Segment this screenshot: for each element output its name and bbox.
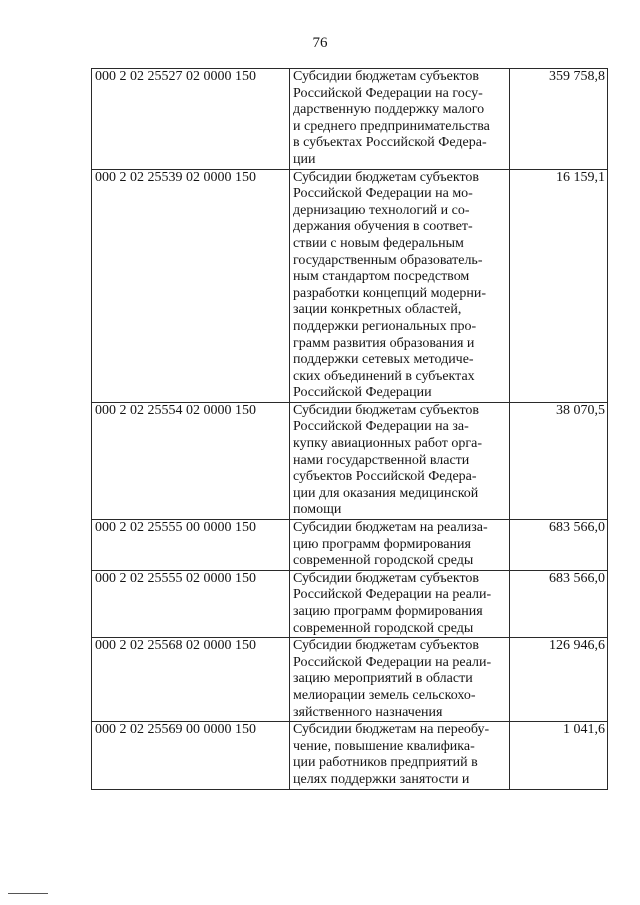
description-line: и среднего предпринимательства — [293, 118, 490, 134]
table-row — [92, 520, 608, 571]
budget-code-cell: 000 2 02 25555 00 0000 150 — [92, 520, 290, 571]
budget-code-cell: 000 2 02 25539 02 0000 150 — [92, 169, 290, 402]
description-line: зяйственного назначения — [293, 704, 443, 720]
description-line: Субсидии бюджетам субъектов — [293, 638, 480, 654]
description-line: нами государственной власти — [293, 452, 470, 468]
description-line: Российской Федерации на мо- — [293, 186, 473, 202]
description-cell — [290, 570, 510, 637]
table-row — [92, 402, 608, 519]
budget-code-cell: 000 2 02 25569 00 0000 150 — [92, 722, 290, 789]
budget-code-cell: 000 2 02 25527 02 0000 150 — [92, 69, 290, 170]
description-line: Российской Федерации на реали- — [293, 587, 492, 603]
description-cell — [290, 520, 510, 571]
description-line: Российской Федерации на за- — [293, 419, 469, 435]
description-cell — [290, 722, 510, 789]
description-line: купку авиационных работ орга- — [293, 436, 482, 452]
budget-code-cell: 000 2 02 25554 02 0000 150 — [92, 402, 290, 519]
description-cell — [290, 402, 510, 519]
description-cell — [290, 638, 510, 722]
description-line: мелиорации земель сельскохо- — [293, 687, 476, 703]
budget-table-body — [92, 69, 608, 790]
amount-cell: 359 758,8 — [510, 69, 608, 170]
description-cell — [290, 169, 510, 402]
description-line: Российской Федерации на госу- — [293, 85, 483, 101]
footnote-rule — [8, 893, 48, 894]
description-line: дарственную поддержку малого — [293, 102, 485, 118]
description-line: зацию программ формирования — [293, 604, 483, 619]
description-line: ских объединений в субъектах — [293, 368, 475, 384]
description-line: помощи — [293, 502, 342, 518]
description-line: цию программ формирования — [293, 536, 471, 552]
description-line: Субсидии бюджетам субъектов — [293, 169, 480, 185]
description-line: дернизацию технологий и со- — [293, 202, 470, 218]
amount-cell: 683 566,0 — [510, 570, 608, 637]
description-line: зации конкретных областей, — [293, 302, 462, 318]
description-line: Субсидии бюджетам на переобу- — [293, 722, 490, 738]
description-line: грамм развития образования и — [293, 335, 475, 351]
page-number: 76 — [312, 35, 328, 51]
description-line: Субсидии бюджетам субъектов — [293, 69, 480, 84]
description-line: Субсидии бюджетам субъектов — [293, 402, 480, 418]
table-row — [92, 570, 608, 637]
description-line: в субъектах Российской Федера- — [293, 135, 487, 151]
description-line: ции для оказания медицинской — [293, 485, 479, 501]
amount-cell: 16 159,1 — [510, 169, 608, 402]
description-line: ции работников предприятий в — [293, 755, 478, 771]
description-line: поддержки сетевых методиче- — [293, 352, 474, 368]
description-line: ным стандартом посредством — [293, 269, 470, 285]
description-line: Российской Федерации — [293, 385, 432, 401]
table-row — [92, 169, 608, 402]
description-line: зацию мероприятий в области — [293, 671, 473, 687]
description-line: поддержки региональных про- — [293, 318, 477, 334]
amount-cell: 38 070,5 — [510, 402, 608, 519]
description-line: целях поддержки занятости и — [293, 771, 470, 787]
description-line: субъектов Российской Федера- — [293, 469, 477, 485]
amount-cell: 683 566,0 — [510, 520, 608, 571]
budget-code-cell: 000 2 02 25555 02 0000 150 — [92, 570, 290, 637]
description-line: разработки концепций модерни- — [293, 285, 487, 301]
budget-table — [91, 68, 608, 790]
description-line: современной городской среды — [293, 620, 474, 636]
description-line: чение, повышение квалифика- — [293, 738, 475, 754]
description-line: ствии с новым федеральным — [293, 235, 464, 251]
amount-cell: 1 041,6 — [510, 722, 608, 789]
table-row — [92, 69, 608, 170]
description-line: Субсидии бюджетам субъектов — [293, 570, 480, 586]
amount-cell: 126 946,6 — [510, 638, 608, 722]
budget-code-cell: 000 2 02 25568 02 0000 150 — [92, 638, 290, 722]
description-line: современной городской среды — [293, 553, 474, 569]
description-line: государственным образователь- — [293, 252, 483, 268]
description-line: ции — [293, 151, 316, 167]
description-line: Российской Федерации на реали- — [293, 654, 492, 670]
description-line: держания обучения в соответ- — [293, 219, 473, 235]
description-line: Субсидии бюджетам на реализа- — [293, 520, 488, 536]
table-row — [92, 638, 608, 722]
description-cell — [290, 69, 510, 170]
table-row — [92, 722, 608, 789]
